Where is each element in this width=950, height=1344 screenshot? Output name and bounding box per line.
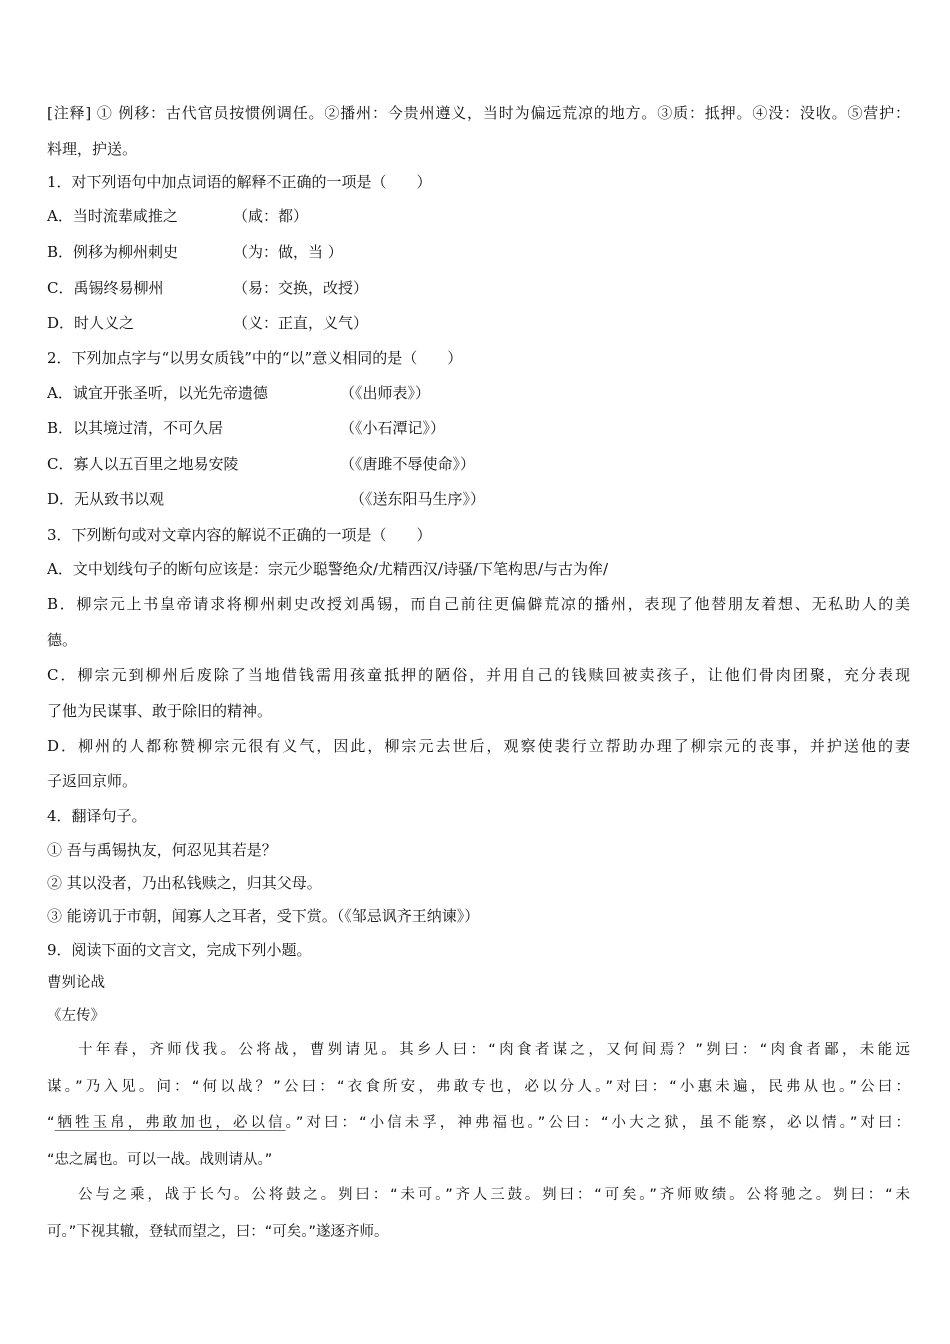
question-2-stem: 2．下列加点字与“以男女质钱”中的“以”意义相同的是（ ） [47,349,463,367]
notes-line: [注释] ① 例移：古代官员按惯例调任。②播州：今贵州遵义，当时为偏远荒凉的地方。③质：抵押。④没：没收。⑤营护： [47,104,910,122]
passage-title: 曹刿论战 [47,975,105,991]
q1-option-d: D．时人义之 [47,314,135,332]
q1-option-c: C．禹锡终易柳州 [47,279,164,297]
passage-line: 可。”下视其辙，登轼而望之，曰：“可矣。”遂逐齐师。 [47,1224,389,1240]
q2-option-a-source: （《出师表》） [340,384,431,402]
q3-option-c: C．柳宗元到柳州后废除了当地借钱需用孩童抵押的陋俗，并用自己的钱赎回被卖孩子，让他们骨肉团聚，充分表现 [47,666,910,684]
q1-option-b: B．例移为柳州刺史 [47,243,179,261]
question-4-stem: 4．翻译句子。 [47,807,147,825]
q3-option-d: D．柳州的人都称赞柳宗元很有义气，因此，柳宗元去世后，观察使裴行立帮助办理了柳宗元的丧事，并护送他的妻 [47,737,910,755]
passage-line: 谋。”乃入见。问：“何以战？”公曰：“衣食所安，弗敢专也，必以分人。”对曰：“小惠未遍，民弗从也。”公曰： [47,1079,910,1095]
question-3-stem: 3．下列断句或对文章内容的解说不正确的一项是（ ） [47,526,432,544]
q2-option-a: A．诚宜开张圣听，以光先帝遗德 [47,384,268,402]
q4-item-3: ③ 能谤讥于市朝，闻寡人之耳者，受下赏。（《邹忌讽齐王纳谏》） [47,907,480,925]
q2-option-d-source: （《送东阳马生序》） [350,490,486,508]
q3-option-c-cont: 了他为民谋事、敢于除旧的精神。 [47,702,273,720]
underlined-sentence: 牺牲玉帛，弗敢加也，必以信 [54,1115,286,1131]
question-1-stem: 1．对下列语句中加点词语的解释不正确的一项是（ ） [47,173,432,191]
question-9-stem: 9．阅读下面的文言文，完成下列小题。 [47,941,312,959]
passage-line: 十年春，齐师伐我。公将战，曹刿请见。其乡人曰：“肉食者谋之，又何间焉？”刿曰：“肉食者鄙，未能远 [78,1042,910,1058]
passage-text: 。”对曰：“小信未孚，神弗福也。”公曰：“小大之狱，虽不能察，必以情。”对曰： [285,1115,911,1131]
quote-mark: “ [47,1115,55,1131]
q1-option-d-note: （义：正直，义气） [233,314,369,332]
passage-line: “忠之属也。可以一战。战则请从。” [47,1152,273,1168]
q1-option-a-note: （咸：都） [233,207,309,225]
q4-item-1: ① 吾与禹锡执友，何忍见其若是？ [47,841,277,859]
q1-option-b-note: （为：做，当 ） [233,243,343,261]
passage-line: 公与之乘，战于长勺。公将鼓之。刿曰：“未可。”齐人三鼓。刿曰：“可矣。”齐师败绩。公将驰之。刿曰：“未 [78,1187,910,1203]
q1-option-c-note: （易：交换，改授） [233,279,369,297]
q3-option-b-cont: 德。 [47,631,78,649]
q2-option-b: B．以其境过清，不可久居 [47,419,224,437]
notes-line: 料理，护送。 [47,140,138,158]
q2-option-d: D．无从致书以观 [47,490,165,508]
q1-option-a: A．当时流辈咸推之 [47,207,178,225]
q2-option-c-source: （《唐雎不辱使命》） [340,455,476,473]
q3-option-a: A．文中划线句子的断句应该是：宗元少聪警绝众/尤精西汉/诗骚/下笔构思/与古为侔/ [47,560,609,578]
passage-line [47,1113,910,1133]
q2-option-c: C．寡人以五百里之地易安陵 [47,455,239,473]
passage-author: 《左传》 [47,1008,105,1024]
q2-option-b-source: （《小石潭记》） [340,419,446,437]
q3-option-b: B．柳宗元上书皇帝请求将柳州刺史改授刘禹锡，而自己前往更偏僻荒凉的播州，表现了他替朋友着想、无私助人的美 [47,595,910,613]
q3-option-d-cont: 子返回京师。 [47,772,138,790]
q4-item-2: ② 其以没者，乃出私钱赎之，归其父母。 [47,874,322,892]
